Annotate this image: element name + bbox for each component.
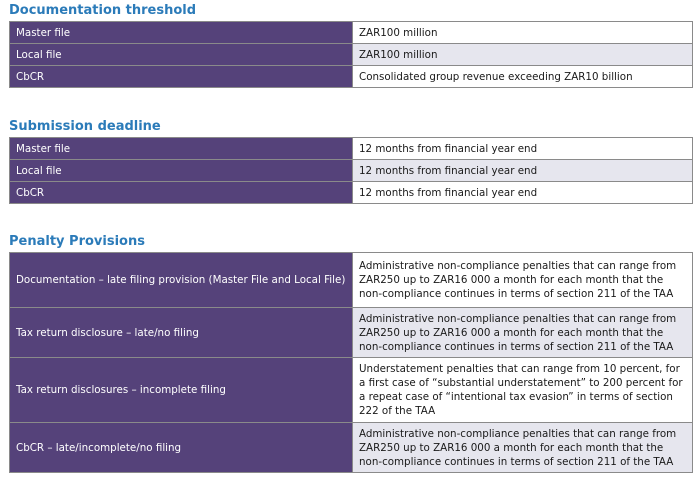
section-heading: Submission deadline	[9, 119, 161, 134]
table-row	[10, 160, 693, 182]
row-label: Master file	[10, 138, 353, 160]
row-value: Administrative non-compliance penalties that can range from ZAR250 up to ZAR16 000 a month for each month that the non-compliance continues in terms of section 211 of the TAA	[353, 253, 693, 308]
table-row	[10, 66, 693, 88]
table-row	[10, 358, 693, 423]
row-value: 12 months from financial year end	[353, 138, 693, 160]
row-label: CbCR	[10, 182, 353, 204]
table-row	[10, 182, 693, 204]
penalty-provisions-section	[9, 234, 693, 473]
table-row	[10, 138, 693, 160]
row-label: Local file	[10, 44, 353, 66]
row-value: Administrative non-compliance penalties that can range from ZAR250 up to ZAR16 000 a month for each month that the non-compliance continues in terms of section 211 of the TAA	[353, 423, 693, 473]
row-value: Understatement penalties that can range from 10 percent, for a first case of “substantial understatement” to 200 percent for a repeat case of “intentional tax evasion” in terms of section 222 of the TAA	[353, 358, 693, 423]
row-label: Tax return disclosure – late/no filing	[10, 308, 353, 358]
row-value: Administrative non-compliance penalties that can range from ZAR250 up to ZAR16 000 a month for each month that the non-compliance continues in terms of section 211 of the TAA	[353, 308, 693, 358]
table-row	[10, 423, 693, 473]
section-heading: Penalty Provisions	[9, 234, 145, 249]
section-heading: Documentation threshold	[9, 3, 197, 18]
table-row	[10, 253, 693, 308]
row-value: Consolidated group revenue exceeding ZAR10 billion	[353, 66, 693, 88]
row-label: Documentation – late filing provision (Master File and Local File)	[10, 253, 353, 308]
row-label: Local file	[10, 160, 353, 182]
row-label: CbCR – late/incomplete/no filing	[10, 423, 353, 473]
row-value: 12 months from financial year end	[353, 182, 693, 204]
row-value: ZAR100 million	[353, 22, 693, 44]
penalty-provisions-table	[9, 252, 693, 473]
table-row	[10, 308, 693, 358]
documentation-threshold-table	[9, 21, 693, 88]
row-label: CbCR	[10, 66, 353, 88]
submission-deadline-section	[9, 119, 693, 204]
row-value: ZAR100 million	[353, 44, 693, 66]
documentation-threshold-section	[9, 3, 693, 88]
row-value: 12 months from financial year end	[353, 160, 693, 182]
table-row	[10, 44, 693, 66]
row-label: Tax return disclosures – incomplete filing	[10, 358, 353, 423]
row-label: Master file	[10, 22, 353, 44]
submission-deadline-table	[9, 137, 693, 204]
table-row	[10, 22, 693, 44]
